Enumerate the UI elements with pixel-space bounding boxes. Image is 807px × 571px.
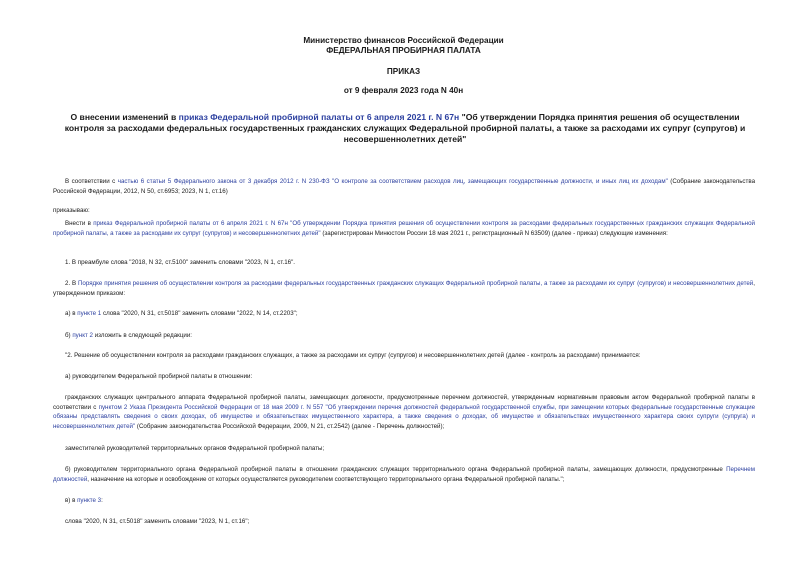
procedure-link[interactable]: Порядке принятия решения об осуществлении контроля за расходами федеральных государственных гражданских служащих Федеральной пробирной палаты, а также за расходами их супруг (супругов) и несовершеннолетних детей <box>77 280 754 287</box>
point-3-link[interactable]: пункте 3 <box>77 497 102 504</box>
central-apparatus-paragraph: гражданских служащих центрального аппарата Федеральной пробирной палаты, замещающих должности, предусмотренные перечнем должностей, утвержденным нормативным правовым актом Федеральной пробирной палаты в соответствии с пунктом 2 Указа Президента Российской Федерации от 18 мая 2009 г. N 557 "Об утверждении перечня должностей федеральной государственной службы, при замещении которых федеральные государственные служащие обязаны представлять сведения о своих доходах, об имуществе и обязательствах имущественного характера, а также сведения о доходах, об имуществе и обязательствах имущественного характера своих супруги (супруга) и несовершеннолетних детей" (Собрание законодательства Российской Федерации, 2009, N 21, ст.2542) (далее - Перечень должностей); <box>53 394 756 430</box>
quote-point-2: "2. Решение об осуществлении контроля за расходами гражданских служащих, а также за расходами их супруг (супругов) и несовершеннолетних детей (далее - контроль за расходами) принимается: <box>65 352 641 359</box>
item-2a: а) в пункте 1 слова "2020, N 31, ст.5018" заменить словами "2022, N 14, ст.2203"; <box>65 310 298 317</box>
law-link[interactable]: частью 6 статьи 5 Федерального закона от 3 декабря 2012 г. N 230-ФЗ "О контроле за соответствием расходов лиц, замещающих государственные должности, и иных лиц их доходам" <box>117 178 668 185</box>
point-1-link[interactable]: пункте 1 <box>77 310 102 317</box>
amend-paragraph: Внести в приказ Федеральной пробирной палаты от 6 апреля 2021 г. N 67н "Об утверждении Порядка принятия решения об осуществлении контроля за расходами федеральных государственных гражданских служащих Федеральной пробирной палаты, а также за расходами их супруг (супругов) и несовершеннолетних детей" (зарегистрирован Минюстом России 18 мая 2021 г., регистрационный N 63509) (далее - приказ) следующие изменения: <box>53 220 755 237</box>
title-link[interactable]: приказ Федеральной пробирной палаты от 6 апреля 2021 г. N 67н <box>178 112 460 122</box>
item-2: 2. В Порядке принятия решения об осуществлении контроля за расходами федеральных государственных гражданских служащих Федеральной пробирной палаты, а также за расходами их супруг (супругов) и несовершеннолетних детей, утвержденном приказом: <box>53 280 755 297</box>
point-2-link[interactable]: пункт 2 <box>72 332 93 339</box>
item-2v: в) в пункте 3: <box>65 497 103 504</box>
chamber-name: ФЕДЕРАЛЬНАЯ ПРОБИРНАЯ ПАЛАТА <box>326 46 481 55</box>
page-title <box>60 112 750 145</box>
words-replacement: слова "2020, N 31, ст.5018" заменить словами "2023, N 1, ст.16"; <box>65 518 250 525</box>
deputy-paragraph: заместителей руководителей территориальных органов Федеральной пробирной палаты; <box>65 445 325 452</box>
title-suffix: "Об утверждении Порядка принятия решения об осуществлении контроля за расходами федеральных государственных гражданских служащих Федеральной пробирной палаты, а также за расходами их супруг (супругов) и несовершеннолетних детей" <box>64 112 746 144</box>
order-link[interactable]: приказ Федеральной пробирной палаты от 6 апреля 2021 г. N 67н "Об утверждении Порядка принятия решения об осуществлении контроля за расходами федеральных государственных гражданских служащих Федеральной пробирной палаты, а также за расходами их супруг (супругов) и несовершеннолетних детей" <box>53 220 755 237</box>
title-prefix: О внесении изменений в <box>70 112 179 122</box>
item-2b: б) пункт 2 изложить в следующей редакции: <box>65 332 193 339</box>
order-word: приказываю: <box>53 207 90 214</box>
decree-link[interactable]: пунктом 2 Указа Президента Российской Федерации от 18 мая 2009 г. N 557 "Об утверждении перечня должностей федеральной государственной службы, при замещении которых федеральные государственные служащие обязаны представлять сведения о своих доходах, об имуществе и обязательствах имущественного характера, а также сведения о доходах, об имуществе и обязательствах имущественного характера своих супруги (супруга) и несовершеннолетних детей" <box>53 403 756 430</box>
basis-paragraph: В соответствии с частью 6 статьи 5 Федерального закона от 3 декабря 2012 г. N 230-ФЗ "О контроле за соответствием расходов лиц, замещающих государственные должности, и иных лиц их доходам" (Собрание законодательства Российской Федерации, 2012, N 50, ст.6953; 2023, N 1, ст.16) <box>53 178 756 195</box>
doc-type: ПРИКАЗ <box>386 67 421 76</box>
date-number: от 9 февраля 2023 года N 40н <box>343 86 464 95</box>
ministry-name: Министерство финансов Российской Федерации <box>303 36 504 45</box>
sub-a: а) руководителем Федеральной пробирной палаты в отношении: <box>65 373 253 380</box>
positions-list-link[interactable]: Перечнем должностей <box>53 466 755 483</box>
sub-b: б) руководителем территориального органа Федеральной пробирной палаты в отношении гражданских служащих территориального органа Федеральной пробирной палаты, замещающих должности, предусмотренные Перечнем должностей, назначение на которые и освобождение от которых осуществляется руководителем соответствующего территориального органа Федеральной пробирной палаты."; <box>53 466 755 483</box>
item-1: 1. В преамбуле слова "2018, N 32, ст.5100" заменить словами "2023, N 1, ст.16". <box>65 259 296 266</box>
